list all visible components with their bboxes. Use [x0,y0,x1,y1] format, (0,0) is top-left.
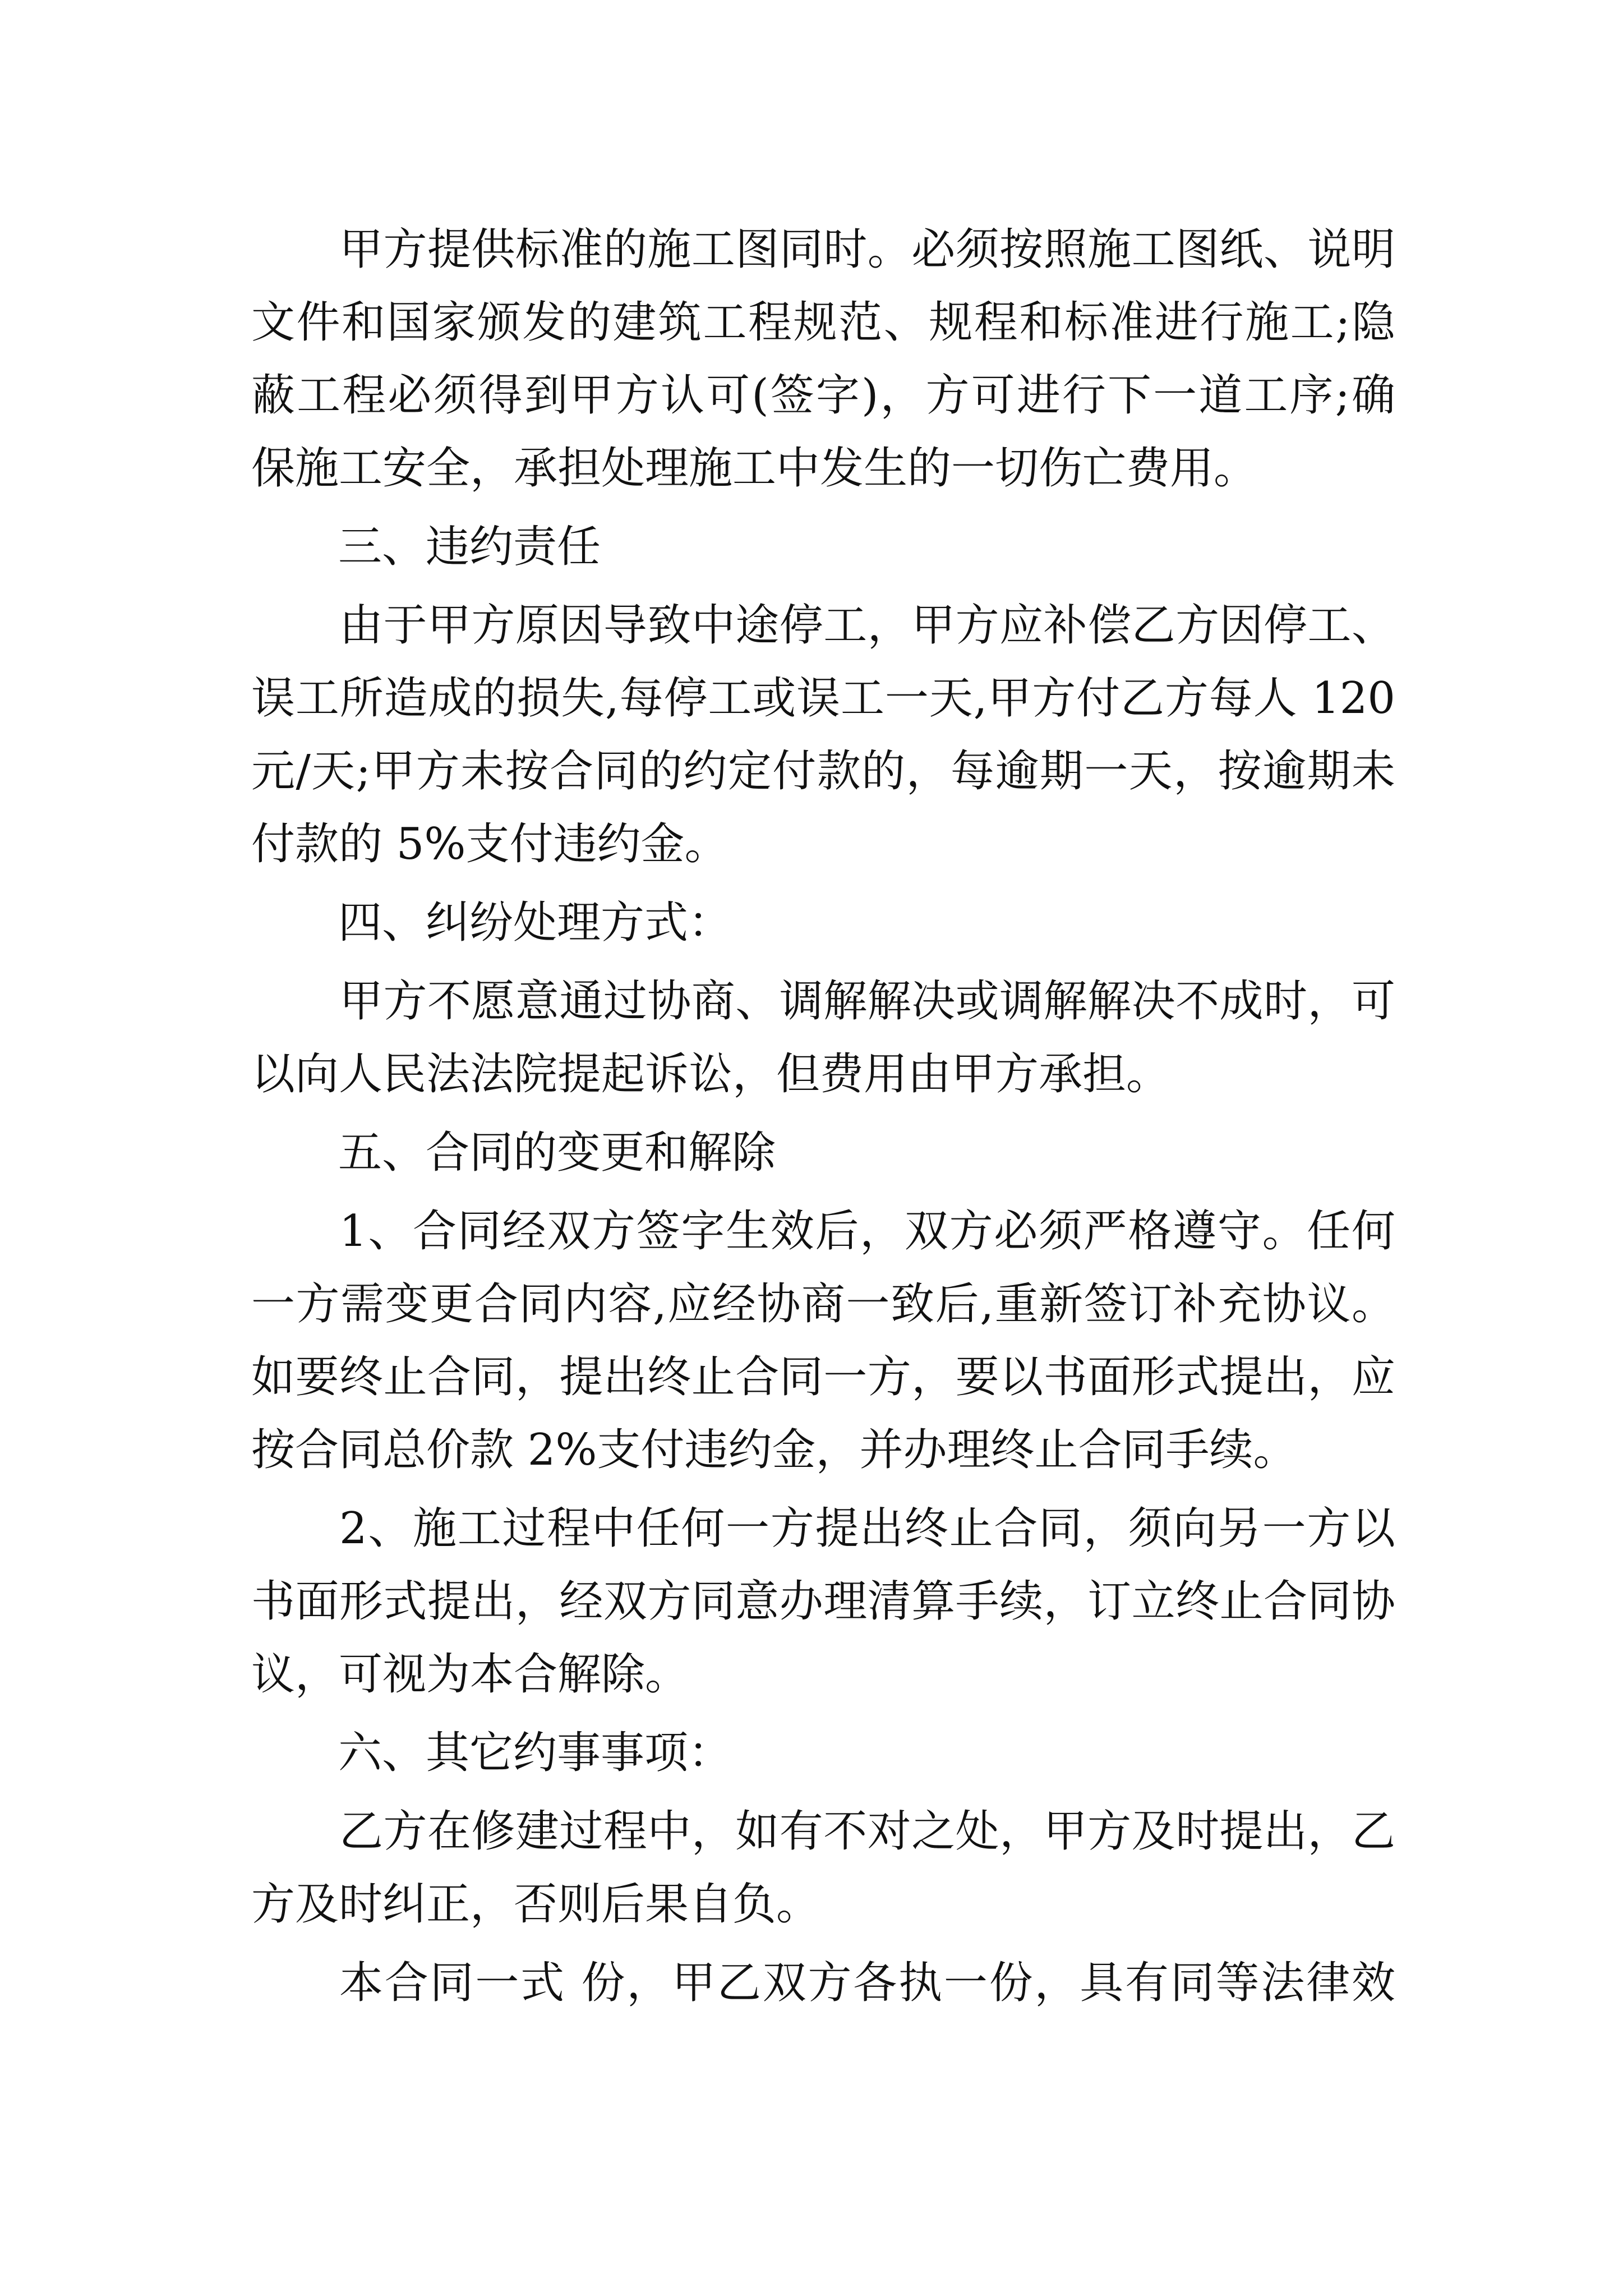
paragraph-line: 方及时纠正，否则后果自负。 [251,1879,820,1930]
paragraph-line: 蔽工程必须得到甲方认可(签字)，方可进行下一道工序;确 [251,370,1395,421]
paragraph-line: 2、施工过程中任何一方提出终止合同，须向另一方以 [339,1503,1395,1554]
paragraph-line: 以向人民法法院提起诉讼，但费用由甲方承担。 [251,1049,1170,1099]
paragraph-line: 议，可视为本合解除。 [251,1649,689,1700]
paragraph-line: 文件和国家颁发的建筑工程规范、规程和标准进行施工;隐 [251,297,1395,348]
paragraph-line: 元/天;甲方未按合同的约定付款的，每逾期一天，按逾期未 [251,746,1395,797]
section-heading: 五、合同的变更和解除 [338,1128,776,1178]
paragraph-line: 本合同一式 份，甲乙双方各执一份，具有同等法律效 [339,1958,1395,2008]
paragraph-line: 一方需变更合同内容,应经协商一致后,重新签订补充协议。 [251,1279,1395,1329]
paragraph-line: 按合同总价款 2%支付违约金，并办理终止合同手续。 [251,1425,1297,1475]
section-heading: 三、违约责任 [338,522,601,572]
paragraph-line: 甲方提供标准的施工图同时。必须按照施工图纸、说明 [339,224,1395,275]
paragraph-line: 书面形式提出，经双方同意办理清算手续，订立终止合同协 [251,1576,1395,1627]
paragraph-line: 1、合同经双方签字生效后，双方必须严格遵守。任何 [339,1206,1395,1257]
paragraph-line: 由于甲方原因导致中途停工，甲方应补偿乙方因停工、 [339,600,1395,651]
paragraph-line: 误工所造成的损失,每停工或误工一天,甲方付乙方每人 120 [251,673,1395,724]
section-heading: 六、其它约事事项： [338,1728,732,1778]
paragraph-line: 甲方不愿意通过协商、调解解决或调解解决不成时，可 [339,976,1395,1027]
section-heading: 四、纠纷处理方式： [338,898,732,948]
paragraph-line: 保施工安全，承担处理施工中发生的一切伤亡费用。 [251,443,1258,494]
paragraph-line: 乙方在修建过程中，如有不对之处，甲方及时提出，乙 [339,1806,1395,1857]
paragraph-line: 付款的 5%支付违约金。 [251,819,728,869]
paragraph-line: 如要终止合同，提出终止合同一方，要以书面形式提出，应 [251,1352,1395,1402]
